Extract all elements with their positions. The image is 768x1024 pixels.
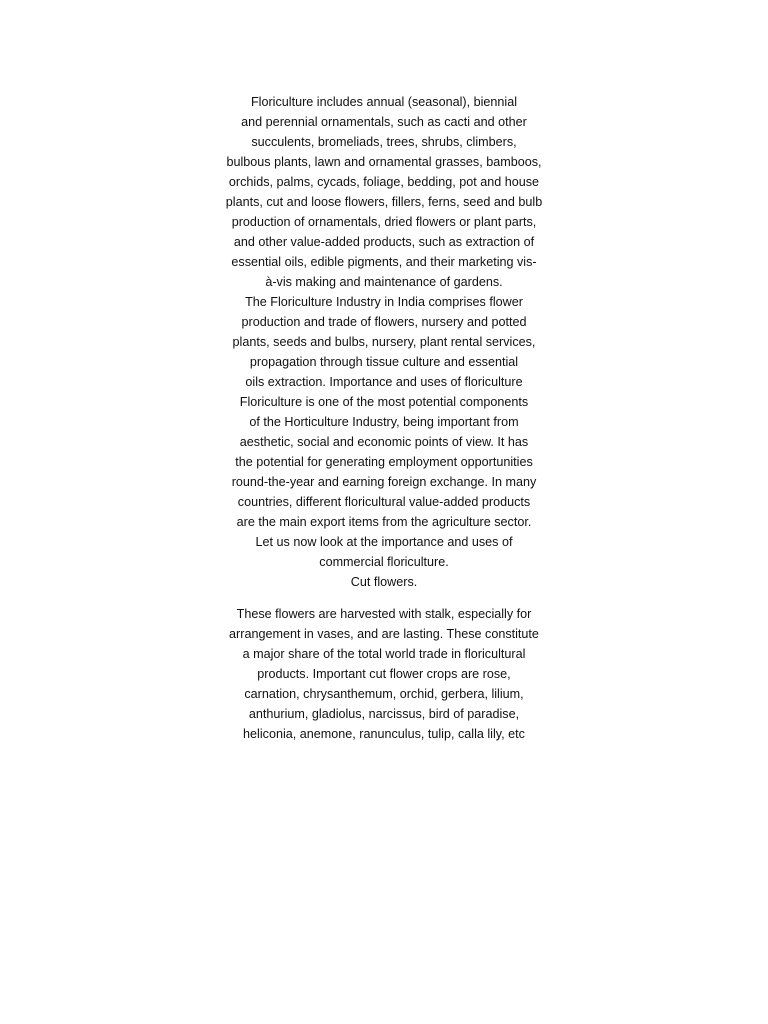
text-line: The Floriculture Industry in India comprises flower [245,295,523,309]
text-line: and other value-added products, such as extraction of [233,235,535,249]
text-line: These flowers are harvested with stalk, especially for [236,607,532,621]
text-line: products. Important cut flower crops are rose, [257,667,511,681]
section-heading-cut-flowers: Cut flowers. [350,575,418,589]
text-line: arrangement in vases, and are lasting. These constitute [229,627,539,641]
text-line: oils extraction. Importance and uses of floriculture [245,375,523,389]
text-line: carnation, chrysanthemum, orchid, gerbera, lilium, [244,687,524,701]
text-line: propagation through tissue culture and essential [249,355,519,369]
text-line: Floriculture is one of the most potential components [239,395,529,409]
text-line: plants, seeds and bulbs, nursery, plant rental services, [232,335,536,349]
text-line: orchids, palms, cycads, foliage, bedding, pot and house [228,175,540,189]
paragraph-intro [200,92,568,592]
text-line: aesthetic, social and economic points of view. It has [239,435,529,449]
text-line: Let us now look at the importance and uses of [255,535,513,549]
text-line: Floriculture includes annual (seasonal), biennial [250,95,518,109]
text-line: round-the-year and earning foreign exchange. In many [231,475,537,489]
text-line: à-vis making and maintenance of gardens. [265,275,503,289]
text-line: countries, different floricultural value-added products [237,495,531,509]
text-line: commercial floriculture. [319,555,449,569]
text-line: essential oils, edible pigments, and their marketing vis- [231,255,537,269]
text-line: plants, cut and loose flowers, fillers, ferns, seed and bulb [225,195,543,209]
paragraph-cut-flowers [200,604,568,744]
text-line: are the main export items from the agriculture sector. [236,515,532,529]
text-line: bulbous plants, lawn and ornamental grasses, bamboos, [226,155,542,169]
text-line: and perennial ornamentals, such as cacti and other [241,115,527,129]
text-line: succulents, bromeliads, trees, shrubs, climbers, [251,135,517,149]
text-line: production of ornamentals, dried flowers or plant parts, [231,215,537,229]
text-line: the potential for generating employment opportunities [235,455,533,469]
text-line: of the Horticulture Industry, being important from [249,415,519,429]
text-line: heliconia, anemone, ranunculus, tulip, calla lily, etc [243,727,525,741]
text-line: a major share of the total world trade in floricultural [242,647,526,661]
text-line: anthurium, gladiolus, narcissus, bird of paradise, [248,707,520,721]
text-line: production and trade of flowers, nursery and potted [241,315,527,329]
